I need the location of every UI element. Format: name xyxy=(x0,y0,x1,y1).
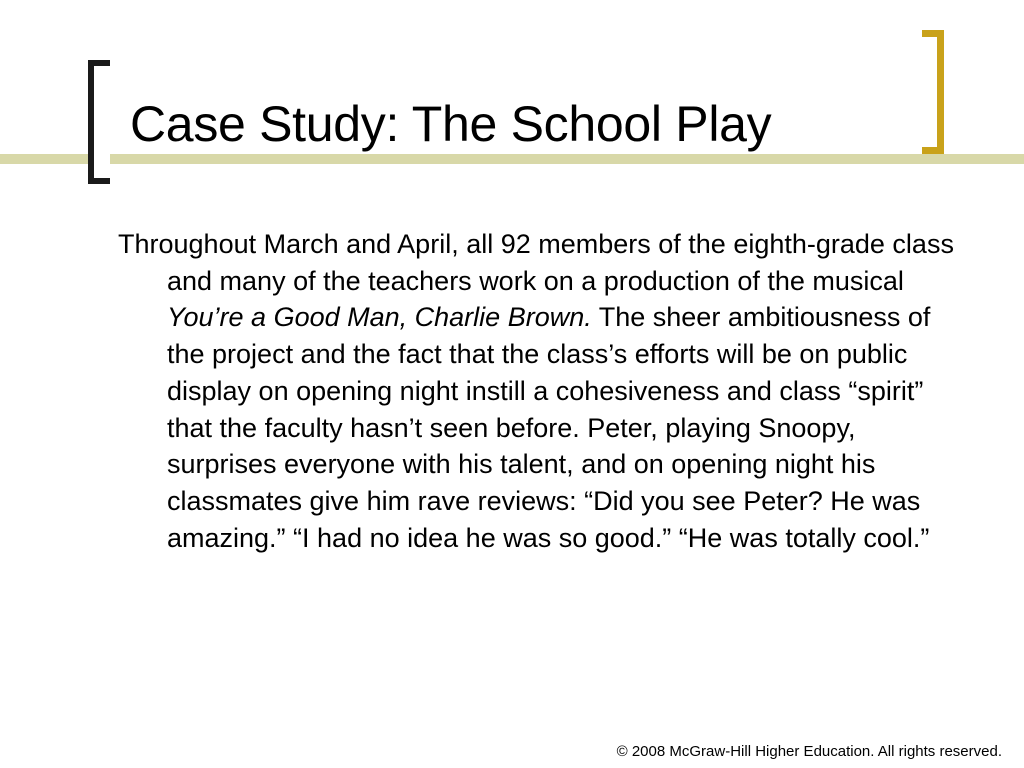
body-text-part-2: The sheer ambitiousness of the project and the fact that the class’s efforts will be on public display on opening night instill a cohesiveness and class “spirit” that the faculty hasn’t seen before. Peter, playing Snoopy, surprises everyone with his talent, and on opening night his classmates give him rave reviews: “Did you see Peter? He was amazing.” “I had no idea he was so good.” “He was totally cool.” xyxy=(167,302,931,553)
body-text-part-1: Throughout March and April, all 92 members of the eighth-grade class and many of the teachers work on a production of the musical xyxy=(118,229,954,296)
slide-body xyxy=(118,226,958,556)
copyright-footer: © 2008 McGraw-Hill Higher Education. All rights reserved. xyxy=(616,743,1002,760)
left-bracket-decoration xyxy=(88,60,110,184)
musical-title: You’re a Good Man, Charlie Brown. xyxy=(167,302,592,333)
slide-title: Case Study: The School Play xyxy=(130,96,772,152)
case-study-paragraph xyxy=(118,226,958,556)
right-bracket-decoration xyxy=(922,30,944,154)
